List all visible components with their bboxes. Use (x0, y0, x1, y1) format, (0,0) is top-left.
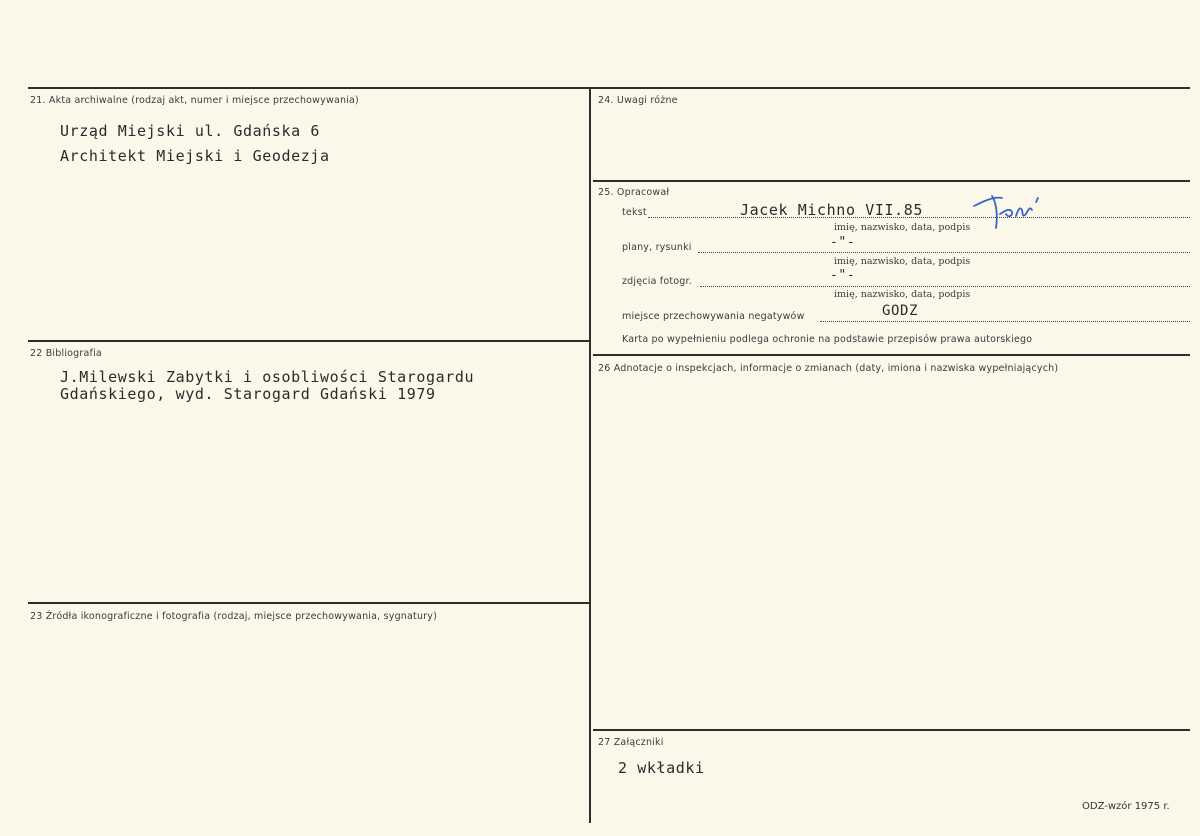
attachments-value: 2 wkładki (618, 759, 705, 777)
photos-field-line (700, 286, 1190, 287)
section-21-line-2: Architekt Miejski i Geodezja (60, 147, 330, 165)
plans-field-line (698, 252, 1190, 253)
rule-26-27 (593, 729, 1190, 731)
section-22-line-1: J.Milewski Zabytki i osobliwości Starogardu (60, 368, 475, 386)
text-field-label: tekst (622, 207, 647, 218)
plans-field-value: -"- (830, 235, 856, 250)
section-21-label: 21. Akta archiwalne (rodzaj akt, numer i miejsce przechowywania) (30, 95, 359, 106)
section-22-label: 22 Bibliografia (30, 348, 102, 359)
plans-field-caption: imię, nazwisko, data, podpis (834, 256, 971, 267)
negatives-field-label: miejsce przechowywania negatywów (622, 311, 805, 322)
column-divider (589, 87, 591, 823)
photos-field-value: -"- (830, 268, 856, 283)
negatives-field-value: GODZ (882, 303, 919, 319)
rule-24-25 (593, 180, 1190, 182)
photos-field-label: zdjęcia fotogr. (622, 276, 692, 287)
section-27-label: 27 Załączniki (598, 737, 664, 748)
negatives-field-line (820, 321, 1190, 322)
form-id: ODZ-wzór 1975 r. (1082, 801, 1170, 812)
section-22-line-2: Gdańskiego, wyd. Starogard Gdański 1979 (60, 385, 436, 403)
section-26-label: 26 Adnotacje o inspekcjach, informacje o zmianach (daty, imiona i nazwiska wypełniających) (598, 363, 1059, 374)
section-21-line-1: Urząd Miejski ul. Gdańska 6 (60, 122, 321, 140)
signature-mark (972, 192, 1048, 232)
photos-field-caption: imię, nazwisko, data, podpis (834, 289, 971, 300)
section-23-label: 23 Źródła ikonograficzne i fotografia (rodzaj, miejsce przechowywania, sygnatury) (30, 611, 438, 622)
rule-25-26 (593, 354, 1190, 356)
text-field-value: Jacek Michno VII.85 (740, 201, 923, 219)
text-field-caption: imię, nazwisko, data, podpis (834, 222, 971, 233)
plans-field-label: plany, rysunki (622, 242, 692, 253)
rule-21-22 (28, 340, 589, 342)
rule-22-23 (28, 602, 589, 604)
top-rule (28, 87, 1190, 89)
copyright-note: Karta po wypełnieniu podlega ochronie na podstawie przepisów prawa autorskiego (622, 334, 1033, 345)
section-24-label: 24. Uwagi różne (598, 95, 678, 106)
section-25-label: 25. Opracował (598, 187, 670, 198)
